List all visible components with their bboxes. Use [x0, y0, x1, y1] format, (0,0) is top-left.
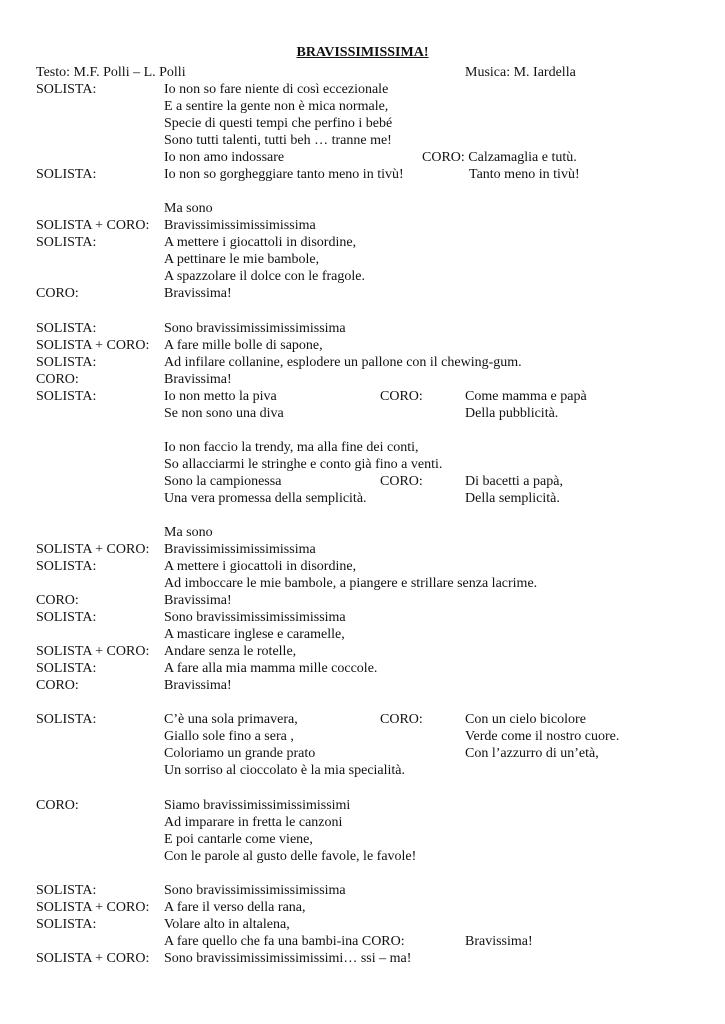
stanza-break: [0, 694, 725, 711]
choir-line: Con un cielo bicolore: [465, 712, 586, 728]
lyric-text: So allacciarmi le stringhe e conto già fino a venti.: [164, 456, 443, 472]
lyric-line: [0, 200, 725, 217]
lyric-line: [0, 98, 725, 115]
lyric-line: [0, 234, 725, 251]
lyric-line: [0, 814, 725, 831]
lyric-text: Un sorriso al cioccolato è la mia specialità.: [164, 763, 406, 779]
speaker-label: SOLISTA:: [36, 712, 97, 728]
choir-line: Come mamma e papà: [465, 388, 587, 404]
lyric-line: [0, 660, 725, 677]
speaker-label: SOLISTA + CORO:: [36, 900, 150, 916]
choir-cue: Tanto meno in tivù!: [469, 167, 580, 182]
lyric-line: [0, 473, 725, 490]
lyrics-credit: Testo: M.F. Polli – L. Polli: [36, 65, 186, 80]
lyric-text: Io non metto la piva: [164, 388, 277, 404]
choir-line: Verde come il nostro cuore.: [465, 729, 620, 745]
lyric-text: C’è una sola primavera,: [164, 712, 298, 728]
lyric-text: Andare senza le rotelle,: [164, 644, 297, 660]
lyric-text: Una vera promessa della semplicità.: [164, 490, 367, 506]
lyric-line: [0, 558, 725, 575]
speaker-label: CORO:: [36, 678, 79, 694]
lyric-line: [0, 524, 725, 541]
speaker-label: SOLISTA:: [36, 388, 97, 404]
lyric-line: [0, 149, 725, 166]
lyric-text: Se non sono una diva: [164, 405, 284, 421]
stanza-break: [0, 302, 725, 319]
lyric-line: [0, 456, 725, 473]
lyric-line: [0, 541, 725, 558]
lyric-text: Ma sono: [164, 525, 213, 541]
speaker-label: SOLISTA + CORO:: [36, 951, 150, 967]
lyric-line: [0, 933, 725, 950]
lyric-line: [0, 916, 725, 933]
lyric-line: [0, 354, 725, 371]
lyric-text: E a sentire la gente non è mica normale,: [164, 99, 389, 114]
lyric-line: [0, 405, 725, 422]
lyric-text: Bravissima!: [164, 286, 232, 302]
choir-cue: CORO:: [380, 712, 423, 728]
lyric-line: [0, 285, 725, 302]
speaker-label: CORO:: [36, 371, 79, 387]
lyric-text: Ad imboccare le mie bambole, a piangere e strillare senza lacrime.: [164, 576, 538, 592]
speaker-label: SOLISTA:: [36, 320, 97, 336]
lyric-line: [0, 831, 725, 848]
lyric-line: [0, 337, 725, 354]
speaker-label: SOLISTA:: [36, 610, 97, 626]
lyric-text: Con le parole al gusto delle favole, le favole!: [164, 848, 417, 864]
speaker-label: SOLISTA + CORO:: [36, 337, 150, 353]
speaker-label: CORO:: [36, 286, 79, 302]
music-credit: Musica: M. Iardella: [465, 65, 576, 80]
lyric-text: Bravissimissimissimissima: [164, 218, 316, 234]
lyric-text: Bravissima!: [164, 593, 232, 609]
lyric-text: Giallo sole fino a sera ,: [164, 729, 294, 745]
stanza-break: [0, 865, 725, 882]
lyric-text: A fare quello che fa una bambi-ina CORO:: [164, 934, 405, 950]
stanza-break: [0, 183, 725, 200]
speaker-label: SOLISTA:: [36, 559, 97, 575]
credits-line: [0, 64, 725, 81]
lyric-text: Sono bravissimissimissimissima: [164, 320, 346, 336]
lyric-line: [0, 115, 725, 132]
stanza-break: [0, 507, 725, 524]
lyric-text: Sono bravissimissimissimissima: [164, 610, 346, 626]
lyric-line: [0, 677, 725, 694]
lyric-text: Io non faccio la trendy, ma alla fine dei conti,: [164, 439, 419, 455]
lyric-line: [0, 268, 725, 285]
lyric-text: A fare mille bolle di sapone,: [164, 337, 323, 353]
lyric-line: [0, 728, 725, 745]
lyric-text: Coloriamo un grande prato: [164, 746, 316, 762]
stanza-break: [0, 779, 725, 796]
speaker-label: SOLISTA:: [36, 82, 97, 97]
lyric-text: Specie di questi tempi che perfino i bebé: [164, 116, 393, 131]
lyric-text: Sono bravissimissimissimissima: [164, 883, 346, 899]
lyric-text: E poi cantarle come viene,: [164, 831, 313, 847]
lyric-text: Ad imparare in fretta le canzoni: [164, 814, 343, 830]
speaker-label: SOLISTA + CORO:: [36, 644, 150, 660]
stanza-break: [0, 422, 725, 439]
lyric-line: [0, 797, 725, 814]
lyric-line: [0, 626, 725, 643]
speaker-label: SOLISTA:: [36, 354, 97, 370]
speaker-label: CORO:: [36, 593, 79, 609]
choir-line: Di bacetti a papà,: [465, 473, 563, 489]
lyric-line: [0, 899, 725, 916]
choir-cue: CORO: Calzamaglia e tutù.: [422, 150, 577, 165]
lyric-text: Bravissimissimissimissima: [164, 542, 316, 558]
lyric-text: A fare alla mia mamma mille coccole.: [164, 661, 378, 677]
song-title: BRAVISSIMISSIMA!: [296, 45, 429, 60]
lyric-line: [0, 217, 725, 234]
lyric-line: [0, 251, 725, 268]
lyric-text: Ma sono: [164, 201, 213, 217]
lyric-text: A mettere i giocattoli in disordine,: [164, 559, 357, 575]
lyric-text: A masticare inglese e caramelle,: [164, 627, 345, 643]
speaker-label: SOLISTA + CORO:: [36, 542, 150, 558]
choir-cue: CORO:: [380, 473, 423, 489]
speaker-label: SOLISTA:: [36, 883, 97, 899]
choir-line: Della semplicità.: [465, 490, 560, 506]
choir-line: Bravissima!: [465, 934, 533, 950]
lyric-text: Bravissima!: [164, 678, 232, 694]
speaker-label: SOLISTA:: [36, 167, 97, 182]
lyric-line: [0, 711, 725, 728]
lyric-line: [0, 592, 725, 609]
lyric-text: Sono tutti talenti, tutti beh … tranne me!: [164, 133, 392, 148]
lyric-text: A mettere i giocattoli in disordine,: [164, 235, 357, 251]
lyric-text: Volare alto in altalena,: [164, 917, 290, 933]
choir-line: Con l’azzurro di un’età,: [465, 746, 599, 762]
lyric-line: [0, 643, 725, 660]
lyric-line: [0, 745, 725, 762]
lyric-line: [0, 609, 725, 626]
lyric-text: A fare il verso della rana,: [164, 900, 306, 916]
speaker-label: SOLISTA:: [36, 917, 97, 933]
lyric-text: Io non so gorgheggiare tanto meno in tivù!: [164, 167, 404, 182]
lyric-line: [0, 132, 725, 149]
lyric-line: [0, 848, 725, 865]
lyric-line: [0, 81, 725, 98]
lyric-line: [0, 320, 725, 337]
lyric-line: [0, 371, 725, 388]
choir-cue: CORO:: [380, 388, 423, 404]
lyric-line: [0, 490, 725, 507]
choir-line: Della pubblicità.: [465, 405, 559, 421]
lyric-text: Io non amo indossare: [164, 150, 285, 165]
lyric-text: Io non so fare niente di così eccezionale: [164, 82, 389, 97]
lyric-line: [0, 388, 725, 405]
lyric-text: Ad infilare collanine, esplodere un pallone con il chewing-gum.: [164, 354, 522, 370]
lyric-line: [0, 575, 725, 592]
lyric-text: Sono bravissimissimissimissimi… ssi – ma!: [164, 951, 412, 967]
lyric-line: [0, 762, 725, 779]
lyric-text: A pettinare le mie bambole,: [164, 252, 320, 268]
lyric-line: [0, 439, 725, 456]
speaker-label: SOLISTA + CORO:: [36, 218, 150, 234]
speaker-label: CORO:: [36, 797, 79, 813]
lyric-line: [0, 882, 725, 899]
lyric-text: Sono la campionessa: [164, 473, 282, 489]
lyrics-body: [0, 81, 725, 967]
speaker-label: SOLISTA:: [36, 661, 97, 677]
lyric-text: A spazzolare il dolce con le fragole.: [164, 269, 365, 285]
lyric-text: Siamo bravissimissimissimissimi: [164, 797, 351, 813]
lyric-line: [0, 166, 725, 183]
speaker-label: SOLISTA:: [36, 235, 97, 251]
lyric-text: Bravissima!: [164, 371, 232, 387]
lyric-line: [0, 950, 725, 967]
